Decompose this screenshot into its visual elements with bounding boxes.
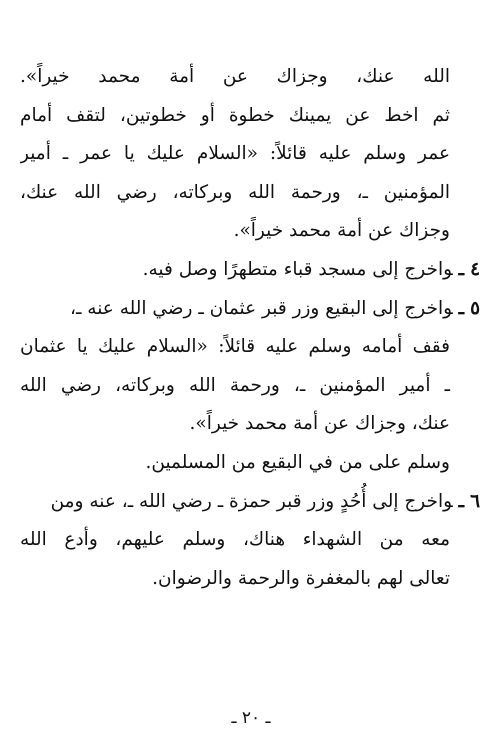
text-line-3: عمر وسلم عليه قائلاً: «السلام عليك يا عمر ـ أمير [20,143,450,165]
page-body [20,58,480,598]
item-number-6: ٦ [470,490,480,512]
text-line-2: ثم اخط عن يمينك خطوة أو خطوتين، لتقف أمام [20,104,450,126]
text-line-13: معه من الشهداء هناك، وسلم عليهم، وأدع الله [20,529,450,551]
page-number: ـ ٢٠ ـ [231,708,271,728]
text-line-11: وسلم على من في البقيع من المسلمين. [145,451,450,473]
item-dash: ـ [458,258,465,280]
text-line-14: تعالى لهم بالمغفرة والرحمة والرضوان. [152,567,450,589]
item-number-5: ٥ [470,297,480,319]
list-item-4 [20,251,480,290]
item-6-text: واخرج إلى أُحُدٍ وزر قبر حمزة ـ رضي الله ـ، عنه ومن [50,490,453,512]
text-line-8: فقف أمامه وسلم عليه قائلاً: «السلام عليك يا عثمان [20,336,450,358]
list-item-5 [20,290,480,329]
item-dash: ـ [458,297,465,319]
text-line-1: الله عنك، وجزاك عن أمة محمد خيراً». [20,66,450,87]
text-line-4: المؤمنين ـ، ورحمة الله وبركاته، رضي الله عنك، [20,181,450,203]
text-line-5: وجزاك عن أمة محمد خيراً». [233,220,450,242]
item-number-4: ٤ [470,258,480,280]
item-5-text: واخرج إلى البقيع وزر قبر عثمان ـ رضي الله عنه ـ، [70,297,453,319]
list-item-6 [20,483,480,522]
item-4-text: واخرج إلى مسجد قباء متطهرًا وصل فيه. [142,258,453,280]
item-dash: ـ [458,490,465,512]
text-line-10: عنك، وجزاك عن أمة محمد خيراً». [189,413,450,435]
text-line-9: ـ أمير المؤمنين ـ، ورحمة الله وبركاته، رضي الله [20,374,450,396]
